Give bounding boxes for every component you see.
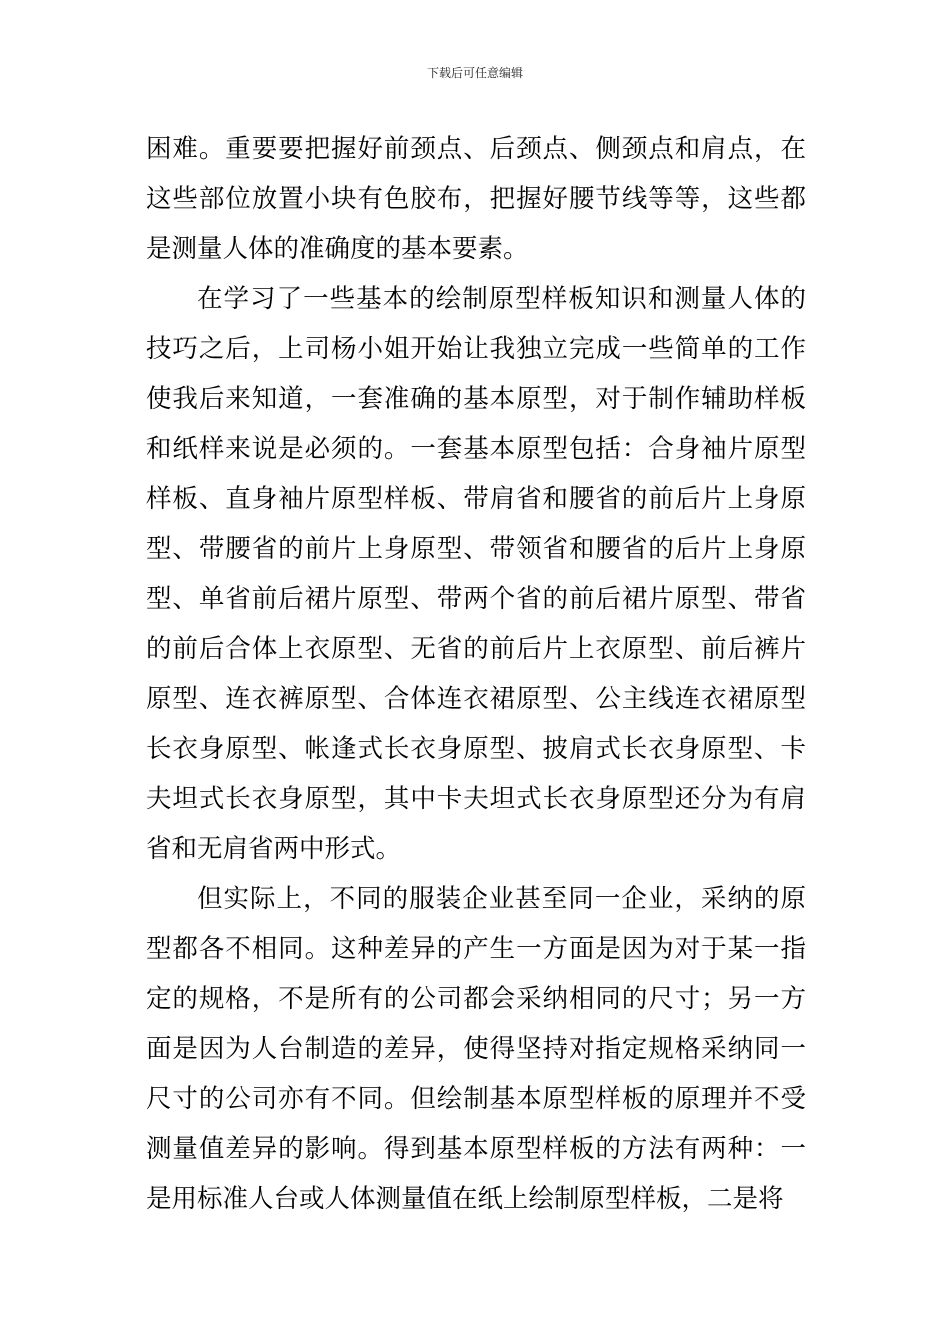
page-header: 下载后可任意编辑 <box>426 66 523 80</box>
paragraph-3: 但实际上，不同的服装企业甚至同一企业，采纳的原型都各不相同。这种差异的产生一方面是因为对于某一指定的规格，不是所有的公司都会采纳相同的尺寸；另一方面是因为人台制造的差异，使得坚持对指定规格采纳同一尺寸的公司亦有不同。但绘制基本原型样板的原理并不受测量值差异的影响。得到基本原型样板的方法有两种：一是用标准人台或人体测量值在纸上绘制原型样板，二是将 <box>146 884 806 1214</box>
document-body <box>146 124 806 1224</box>
paragraph-2: 在学习了一些基本的绘制原型样板知识和测量人体的技巧之后，上司杨小姐开始让我独立完成一些简单的工作使我后来知道，一套准确的基本原型，对于制作辅助样板和纸样来说是必须的。一套基本原型包括：合身袖片原型样板、直身袖片原型样板、带肩省和腰省的前后片上身原型、带腰省的前片上身原型、带领省和腰省的后片上身原型、单省前后裙片原型、带两个省的前后裙片原型、带省的前后合体上衣原型、无省的前后片上衣原型、前后裤片原型、连衣裤原型、合体连衣裙原型、公主线连衣裙原型长衣身原型、帐逢式长衣身原型、披肩式长衣身原型、卡夫坦式长衣身原型，其中卡夫坦式长衣身原型还分为有肩省和无肩省两中形式。 <box>146 284 806 864</box>
paragraph-1: 困难。重要要把握好前颈点、后颈点、侧颈点和肩点，在这些部位放置小块有色胶布，把握好腰节线等等，这些都是测量人体的准确度的基本要素。 <box>146 134 806 264</box>
